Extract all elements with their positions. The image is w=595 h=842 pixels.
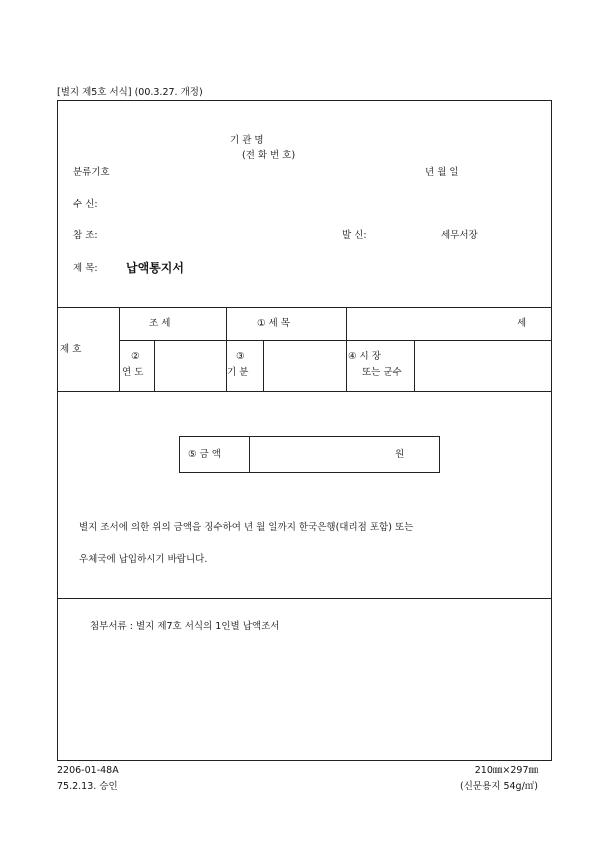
agency-name: 기 관 명: [230, 135, 264, 146]
form-code: 2206-01-48A: [57, 765, 119, 776]
table-bottom-rule: [57, 391, 552, 392]
table-mid-rule: [119, 340, 552, 341]
tax-label: 조 세: [149, 318, 171, 329]
subject-value: 납액통지서: [126, 261, 184, 275]
form-label: [별지 제5호 서식] (00.3.27. 개정): [57, 87, 203, 98]
period-number: ③: [236, 351, 245, 362]
sender-label: 발 신:: [342, 230, 367, 241]
paper-type: (신문용지 54g/㎡): [460, 781, 538, 792]
date-label: 년 월 일: [425, 167, 459, 178]
table-divider: [119, 307, 120, 391]
agency-phone: (전 화 번 호): [242, 150, 296, 161]
body-text: 우체국에 납입하시기 바랍니다.: [79, 554, 208, 565]
table-divider: [414, 340, 415, 391]
table-divider: [226, 307, 227, 391]
reference-label: 참 조:: [73, 230, 98, 241]
amount-divider: [249, 436, 250, 473]
amount-unit: 원: [395, 449, 405, 460]
table-divider: [346, 307, 347, 391]
year-label: 연 도: [122, 367, 144, 378]
city-label: ④ 시 장: [348, 351, 381, 362]
tax-item-label: ① 세 목: [257, 318, 290, 329]
attachment-rule: [57, 598, 552, 599]
period-label: 기 분: [227, 367, 249, 378]
recipient-label: 수 신:: [73, 199, 98, 210]
table-divider: [154, 340, 155, 391]
paper-size: 210㎜×297㎜: [474, 765, 538, 776]
table-top-rule: [57, 307, 552, 308]
county-label: 또는 군수: [362, 367, 402, 378]
form-frame: [57, 100, 552, 761]
year-number: ②: [131, 351, 140, 362]
classification-label: 분류기호: [73, 167, 110, 178]
body-text: 별지 조서에 의한 위의 금액을 징수하여 년 월 일까지 한국은행(대리점 포함) 또는: [79, 522, 414, 533]
amount-label: ⑤ 금 액: [188, 449, 221, 460]
sender-value: 세무서장: [441, 230, 478, 241]
subject-label: 제 목:: [73, 263, 98, 274]
approval-date: 75.2.13. 승인: [57, 781, 118, 792]
tax-suffix: 세: [517, 318, 527, 329]
row-number-label: 제 호: [60, 344, 82, 355]
attachment-text: 첨부서류 : 별지 제7호 서식의 1인별 납액조서: [90, 621, 280, 632]
table-divider: [263, 340, 264, 391]
